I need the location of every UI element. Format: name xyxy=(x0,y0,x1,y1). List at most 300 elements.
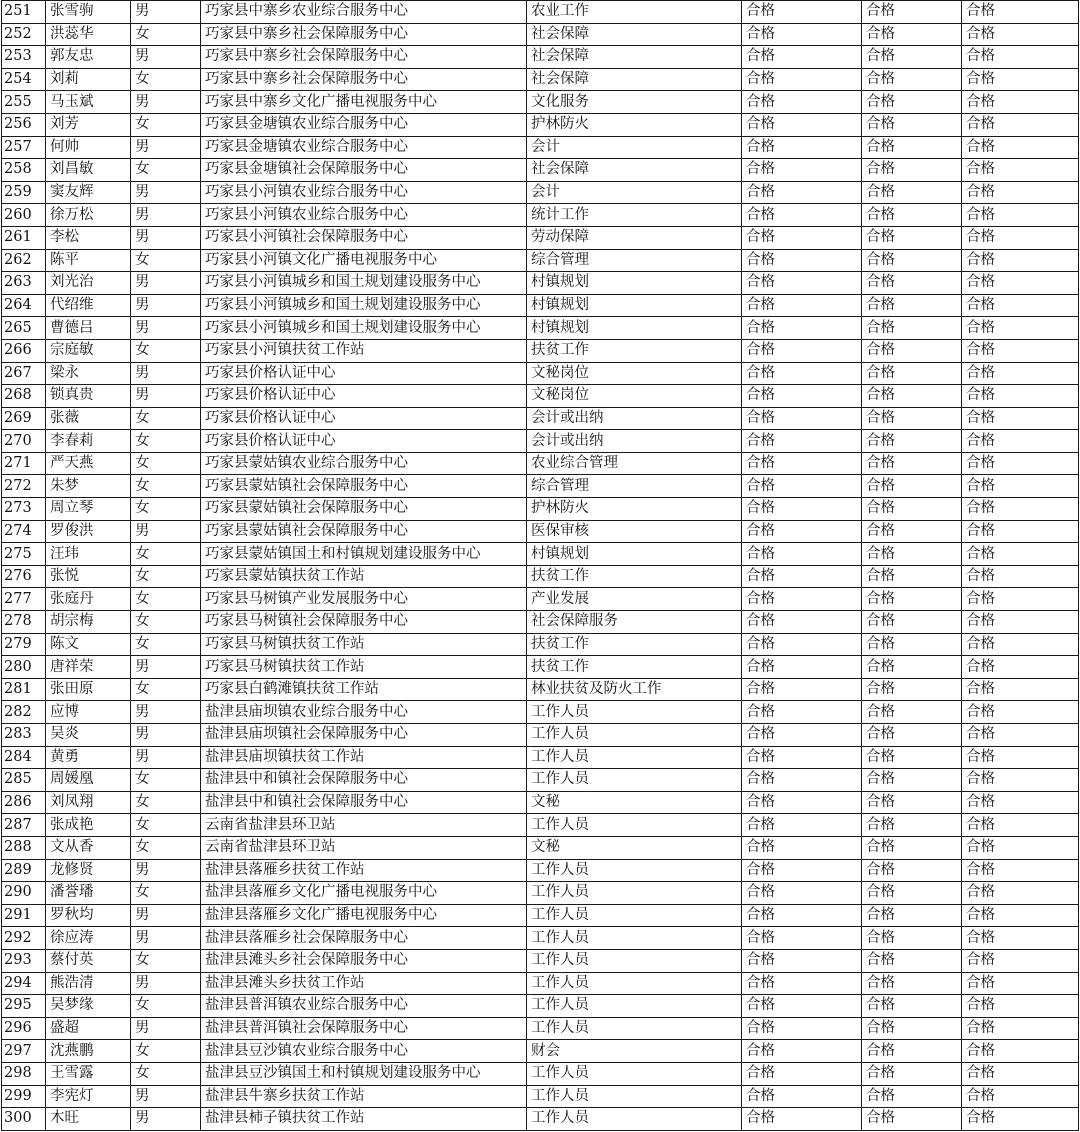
name-cell: 窦友辉 xyxy=(46,181,131,204)
check-result-2-cell: 合格 xyxy=(862,904,962,927)
table-row xyxy=(2,904,1079,927)
check-result-1-cell: 合格 xyxy=(742,23,862,46)
check-result-2-cell: 合格 xyxy=(862,294,962,317)
table-row xyxy=(2,814,1079,837)
row-number-cell: 263 xyxy=(2,272,46,295)
name-cell: 吴梦缘 xyxy=(46,995,131,1018)
check-result-3-cell: 合格 xyxy=(962,1040,1079,1063)
check-result-1-cell: 合格 xyxy=(742,791,862,814)
name-cell: 吴炎 xyxy=(46,724,131,747)
position-cell: 工作人员 xyxy=(527,814,742,837)
check-result-3-cell: 合格 xyxy=(962,588,1079,611)
check-result-2-cell: 合格 xyxy=(862,204,962,227)
position-cell: 扶贫工作 xyxy=(527,633,742,656)
gender-cell: 男 xyxy=(131,859,201,882)
check-result-1-cell: 合格 xyxy=(742,543,862,566)
gender-cell: 女 xyxy=(131,565,201,588)
table-row xyxy=(2,836,1079,859)
check-result-3-cell: 合格 xyxy=(962,836,1079,859)
check-result-1-cell: 合格 xyxy=(742,520,862,543)
position-cell: 社会保障 xyxy=(527,46,742,69)
position-cell: 农业工作 xyxy=(527,1,742,24)
unit-cell: 云南省盐津县环卫站 xyxy=(201,836,527,859)
table-row xyxy=(2,362,1079,385)
position-cell: 村镇规划 xyxy=(527,272,742,295)
check-result-2-cell: 合格 xyxy=(862,701,962,724)
gender-cell: 男 xyxy=(131,46,201,69)
check-result-1-cell: 合格 xyxy=(742,724,862,747)
position-cell: 工作人员 xyxy=(527,701,742,724)
check-result-1-cell: 合格 xyxy=(742,769,862,792)
check-result-2-cell: 合格 xyxy=(862,678,962,701)
table-row xyxy=(2,927,1079,950)
check-result-3-cell: 合格 xyxy=(962,159,1079,182)
check-result-3-cell: 合格 xyxy=(962,972,1079,995)
position-cell: 劳动保障 xyxy=(527,226,742,249)
check-result-2-cell: 合格 xyxy=(862,995,962,1018)
check-result-2-cell: 合格 xyxy=(862,1062,962,1085)
check-result-2-cell: 合格 xyxy=(862,588,962,611)
check-result-3-cell: 合格 xyxy=(962,113,1079,136)
table-row xyxy=(2,724,1079,747)
check-result-3-cell: 合格 xyxy=(962,204,1079,227)
check-result-1-cell: 合格 xyxy=(742,972,862,995)
position-cell: 村镇规划 xyxy=(527,294,742,317)
check-result-3-cell: 合格 xyxy=(962,520,1079,543)
check-result-2-cell: 合格 xyxy=(862,249,962,272)
check-result-2-cell: 合格 xyxy=(862,633,962,656)
gender-cell: 女 xyxy=(131,949,201,972)
name-cell: 严天燕 xyxy=(46,452,131,475)
check-result-2-cell: 合格 xyxy=(862,430,962,453)
row-number-cell: 300 xyxy=(2,1108,46,1131)
row-number-cell: 287 xyxy=(2,814,46,837)
check-result-2-cell: 合格 xyxy=(862,1,962,24)
position-cell: 工作人员 xyxy=(527,746,742,769)
check-result-3-cell: 合格 xyxy=(962,136,1079,159)
unit-cell: 巧家县中寨乡社会保障服务中心 xyxy=(201,68,527,91)
table-row xyxy=(2,633,1079,656)
check-result-3-cell: 合格 xyxy=(962,452,1079,475)
position-cell: 文秘岗位 xyxy=(527,362,742,385)
gender-cell: 女 xyxy=(131,678,201,701)
position-cell: 工作人员 xyxy=(527,859,742,882)
table-row xyxy=(2,791,1079,814)
row-number-cell: 272 xyxy=(2,475,46,498)
table-row xyxy=(2,565,1079,588)
table-row xyxy=(2,430,1079,453)
unit-cell: 盐津县豆沙镇国土和村镇规划建设服务中心 xyxy=(201,1062,527,1085)
name-cell: 锁真贵 xyxy=(46,385,131,408)
roster-table xyxy=(1,0,1079,1131)
gender-cell: 女 xyxy=(131,791,201,814)
check-result-3-cell: 合格 xyxy=(962,724,1079,747)
check-result-3-cell: 合格 xyxy=(962,430,1079,453)
row-number-cell: 293 xyxy=(2,949,46,972)
check-result-2-cell: 合格 xyxy=(862,882,962,905)
unit-cell: 巧家县蒙姑镇社会保障服务中心 xyxy=(201,498,527,521)
name-cell: 代绍维 xyxy=(46,294,131,317)
unit-cell: 巧家县白鹤滩镇扶贫工作站 xyxy=(201,678,527,701)
unit-cell: 巧家县小河镇社会保障服务中心 xyxy=(201,226,527,249)
unit-cell: 巧家县蒙姑镇社会保障服务中心 xyxy=(201,475,527,498)
name-cell: 潘誉璠 xyxy=(46,882,131,905)
gender-cell: 女 xyxy=(131,995,201,1018)
unit-cell: 盐津县庙坝镇社会保障服务中心 xyxy=(201,724,527,747)
gender-cell: 男 xyxy=(131,181,201,204)
table-row xyxy=(2,339,1079,362)
unit-cell: 巧家县马树镇扶贫工作站 xyxy=(201,633,527,656)
check-result-2-cell: 合格 xyxy=(862,317,962,340)
name-cell: 刘凤翔 xyxy=(46,791,131,814)
check-result-2-cell: 合格 xyxy=(862,814,962,837)
check-result-3-cell: 合格 xyxy=(962,565,1079,588)
position-cell: 会计 xyxy=(527,181,742,204)
row-number-cell: 268 xyxy=(2,385,46,408)
check-result-2-cell: 合格 xyxy=(862,339,962,362)
table-row xyxy=(2,204,1079,227)
gender-cell: 女 xyxy=(131,498,201,521)
table-row xyxy=(2,181,1079,204)
row-number-cell: 280 xyxy=(2,656,46,679)
table-row xyxy=(2,520,1079,543)
unit-cell: 盐津县滩头乡扶贫工作站 xyxy=(201,972,527,995)
check-result-2-cell: 合格 xyxy=(862,91,962,114)
check-result-3-cell: 合格 xyxy=(962,791,1079,814)
check-result-1-cell: 合格 xyxy=(742,204,862,227)
row-number-cell: 290 xyxy=(2,882,46,905)
check-result-3-cell: 合格 xyxy=(962,226,1079,249)
table-row xyxy=(2,746,1079,769)
check-result-3-cell: 合格 xyxy=(962,294,1079,317)
check-result-3-cell: 合格 xyxy=(962,475,1079,498)
position-cell: 工作人员 xyxy=(527,882,742,905)
unit-cell: 巧家县马树镇扶贫工作站 xyxy=(201,656,527,679)
name-cell: 盛超 xyxy=(46,1017,131,1040)
row-number-cell: 288 xyxy=(2,836,46,859)
unit-cell: 巧家县马树镇社会保障服务中心 xyxy=(201,611,527,634)
check-result-1-cell: 合格 xyxy=(742,1062,862,1085)
gender-cell: 男 xyxy=(131,317,201,340)
position-cell: 财会 xyxy=(527,1040,742,1063)
check-result-3-cell: 合格 xyxy=(962,927,1079,950)
check-result-2-cell: 合格 xyxy=(862,836,962,859)
table-row xyxy=(2,68,1079,91)
name-cell: 蔡付英 xyxy=(46,949,131,972)
check-result-1-cell: 合格 xyxy=(742,814,862,837)
table-row xyxy=(2,995,1079,1018)
position-cell: 工作人员 xyxy=(527,1085,742,1108)
check-result-3-cell: 合格 xyxy=(962,91,1079,114)
check-result-2-cell: 合格 xyxy=(862,498,962,521)
row-number-cell: 291 xyxy=(2,904,46,927)
check-result-3-cell: 合格 xyxy=(962,995,1079,1018)
row-number-cell: 283 xyxy=(2,724,46,747)
gender-cell: 男 xyxy=(131,1017,201,1040)
check-result-2-cell: 合格 xyxy=(862,769,962,792)
check-result-3-cell: 合格 xyxy=(962,272,1079,295)
check-result-2-cell: 合格 xyxy=(862,23,962,46)
name-cell: 张薇 xyxy=(46,407,131,430)
row-number-cell: 292 xyxy=(2,927,46,950)
name-cell: 唐祥荣 xyxy=(46,656,131,679)
position-cell: 护林防火 xyxy=(527,113,742,136)
check-result-1-cell: 合格 xyxy=(742,249,862,272)
gender-cell: 女 xyxy=(131,1062,201,1085)
unit-cell: 盐津县普洱镇社会保障服务中心 xyxy=(201,1017,527,1040)
check-result-2-cell: 合格 xyxy=(862,68,962,91)
check-result-1-cell: 合格 xyxy=(742,701,862,724)
position-cell: 村镇规划 xyxy=(527,543,742,566)
check-result-1-cell: 合格 xyxy=(742,113,862,136)
check-result-3-cell: 合格 xyxy=(962,68,1079,91)
position-cell: 综合管理 xyxy=(527,249,742,272)
gender-cell: 女 xyxy=(131,814,201,837)
check-result-1-cell: 合格 xyxy=(742,136,862,159)
check-result-3-cell: 合格 xyxy=(962,746,1079,769)
gender-cell: 女 xyxy=(131,543,201,566)
check-result-1-cell: 合格 xyxy=(742,588,862,611)
unit-cell: 盐津县落雁乡文化广播电视服务中心 xyxy=(201,904,527,927)
check-result-3-cell: 合格 xyxy=(962,1108,1079,1131)
name-cell: 王雪露 xyxy=(46,1062,131,1085)
row-number-cell: 264 xyxy=(2,294,46,317)
check-result-2-cell: 合格 xyxy=(862,949,962,972)
position-cell: 文秘岗位 xyxy=(527,385,742,408)
check-result-1-cell: 合格 xyxy=(742,836,862,859)
table-row xyxy=(2,113,1079,136)
position-cell: 林业扶贫及防火工作 xyxy=(527,678,742,701)
gender-cell: 女 xyxy=(131,68,201,91)
name-cell: 张成艳 xyxy=(46,814,131,837)
name-cell: 汪玮 xyxy=(46,543,131,566)
unit-cell: 巧家县中寨乡社会保障服务中心 xyxy=(201,23,527,46)
name-cell: 郭友忠 xyxy=(46,46,131,69)
row-number-cell: 297 xyxy=(2,1040,46,1063)
check-result-1-cell: 合格 xyxy=(742,882,862,905)
name-cell: 文从香 xyxy=(46,836,131,859)
name-cell: 张悦 xyxy=(46,565,131,588)
unit-cell: 巧家县金塘镇社会保障服务中心 xyxy=(201,159,527,182)
position-cell: 综合管理 xyxy=(527,475,742,498)
row-number-cell: 285 xyxy=(2,769,46,792)
table-row xyxy=(2,317,1079,340)
gender-cell: 男 xyxy=(131,136,201,159)
gender-cell: 男 xyxy=(131,294,201,317)
row-number-cell: 289 xyxy=(2,859,46,882)
check-result-3-cell: 合格 xyxy=(962,249,1079,272)
row-number-cell: 259 xyxy=(2,181,46,204)
name-cell: 黄勇 xyxy=(46,746,131,769)
name-cell: 周立琴 xyxy=(46,498,131,521)
row-number-cell: 252 xyxy=(2,23,46,46)
check-result-2-cell: 合格 xyxy=(862,181,962,204)
check-result-3-cell: 合格 xyxy=(962,633,1079,656)
table-row xyxy=(2,226,1079,249)
table-row xyxy=(2,1062,1079,1085)
position-cell: 统计工作 xyxy=(527,204,742,227)
position-cell: 文秘 xyxy=(527,836,742,859)
position-cell: 扶贫工作 xyxy=(527,339,742,362)
gender-cell: 女 xyxy=(131,588,201,611)
gender-cell: 男 xyxy=(131,724,201,747)
table-row xyxy=(2,769,1079,792)
table-row xyxy=(2,656,1079,679)
row-number-cell: 258 xyxy=(2,159,46,182)
gender-cell: 男 xyxy=(131,520,201,543)
table-row xyxy=(2,859,1079,882)
check-result-2-cell: 合格 xyxy=(862,226,962,249)
gender-cell: 男 xyxy=(131,91,201,114)
check-result-2-cell: 合格 xyxy=(862,385,962,408)
check-result-2-cell: 合格 xyxy=(862,136,962,159)
gender-cell: 男 xyxy=(131,1085,201,1108)
position-cell: 工作人员 xyxy=(527,724,742,747)
check-result-1-cell: 合格 xyxy=(742,226,862,249)
check-result-2-cell: 合格 xyxy=(862,859,962,882)
check-result-1-cell: 合格 xyxy=(742,475,862,498)
name-cell: 陈平 xyxy=(46,249,131,272)
name-cell: 梁永 xyxy=(46,362,131,385)
check-result-3-cell: 合格 xyxy=(962,385,1079,408)
position-cell: 工作人员 xyxy=(527,769,742,792)
check-result-2-cell: 合格 xyxy=(862,1017,962,1040)
check-result-1-cell: 合格 xyxy=(742,91,862,114)
unit-cell: 云南省盐津县环卫站 xyxy=(201,814,527,837)
unit-cell: 盐津县中和镇社会保障服务中心 xyxy=(201,791,527,814)
table-row xyxy=(2,588,1079,611)
unit-cell: 巧家县中寨乡农业综合服务中心 xyxy=(201,1,527,24)
name-cell: 刘光治 xyxy=(46,272,131,295)
check-result-3-cell: 合格 xyxy=(962,1062,1079,1085)
position-cell: 扶贫工作 xyxy=(527,656,742,679)
name-cell: 沈燕鹏 xyxy=(46,1040,131,1063)
position-cell: 社会保障服务 xyxy=(527,611,742,634)
name-cell: 周媛凰 xyxy=(46,769,131,792)
table-row xyxy=(2,972,1079,995)
row-number-cell: 256 xyxy=(2,113,46,136)
check-result-2-cell: 合格 xyxy=(862,46,962,69)
position-cell: 工作人员 xyxy=(527,927,742,950)
name-cell: 罗秋均 xyxy=(46,904,131,927)
table-row xyxy=(2,475,1079,498)
position-cell: 工作人员 xyxy=(527,972,742,995)
name-cell: 洪蕊华 xyxy=(46,23,131,46)
row-number-cell: 286 xyxy=(2,791,46,814)
check-result-2-cell: 合格 xyxy=(862,113,962,136)
name-cell: 张庭丹 xyxy=(46,588,131,611)
name-cell: 马玉斌 xyxy=(46,91,131,114)
check-result-2-cell: 合格 xyxy=(862,520,962,543)
name-cell: 胡宗梅 xyxy=(46,611,131,634)
unit-cell: 巧家县蒙姑镇国土和村镇规划建设服务中心 xyxy=(201,543,527,566)
row-number-cell: 255 xyxy=(2,91,46,114)
check-result-1-cell: 合格 xyxy=(742,611,862,634)
row-number-cell: 275 xyxy=(2,543,46,566)
gender-cell: 女 xyxy=(131,430,201,453)
position-cell: 产业发展 xyxy=(527,588,742,611)
check-result-2-cell: 合格 xyxy=(862,407,962,430)
position-cell: 扶贫工作 xyxy=(527,565,742,588)
table-row xyxy=(2,385,1079,408)
table-row xyxy=(2,949,1079,972)
table-row xyxy=(2,249,1079,272)
table-row xyxy=(2,1085,1079,1108)
position-cell: 工作人员 xyxy=(527,995,742,1018)
name-cell: 曹德吕 xyxy=(46,317,131,340)
unit-cell: 巧家县小河镇城乡和国土规划建设服务中心 xyxy=(201,317,527,340)
check-result-2-cell: 合格 xyxy=(862,362,962,385)
check-result-1-cell: 合格 xyxy=(742,1017,862,1040)
unit-cell: 巧家县中寨乡社会保障服务中心 xyxy=(201,46,527,69)
table-row xyxy=(2,1040,1079,1063)
check-result-3-cell: 合格 xyxy=(962,678,1079,701)
check-result-1-cell: 合格 xyxy=(742,294,862,317)
row-number-cell: 261 xyxy=(2,226,46,249)
check-result-2-cell: 合格 xyxy=(862,1085,962,1108)
row-number-cell: 260 xyxy=(2,204,46,227)
table-row xyxy=(2,91,1079,114)
check-result-1-cell: 合格 xyxy=(742,565,862,588)
check-result-1-cell: 合格 xyxy=(742,46,862,69)
row-number-cell: 274 xyxy=(2,520,46,543)
check-result-3-cell: 合格 xyxy=(962,339,1079,362)
gender-cell: 女 xyxy=(131,452,201,475)
row-number-cell: 262 xyxy=(2,249,46,272)
row-number-cell: 295 xyxy=(2,995,46,1018)
unit-cell: 巧家县小河镇农业综合服务中心 xyxy=(201,204,527,227)
gender-cell: 女 xyxy=(131,339,201,362)
row-number-cell: 265 xyxy=(2,317,46,340)
check-result-1-cell: 合格 xyxy=(742,656,862,679)
check-result-1-cell: 合格 xyxy=(742,159,862,182)
check-result-3-cell: 合格 xyxy=(962,317,1079,340)
row-number-cell: 253 xyxy=(2,46,46,69)
check-result-2-cell: 合格 xyxy=(862,746,962,769)
check-result-3-cell: 合格 xyxy=(962,701,1079,724)
position-cell: 社会保障 xyxy=(527,159,742,182)
position-cell: 文化服务 xyxy=(527,91,742,114)
check-result-1-cell: 合格 xyxy=(742,317,862,340)
table-row xyxy=(2,882,1079,905)
check-result-1-cell: 合格 xyxy=(742,498,862,521)
position-cell: 会计或出纳 xyxy=(527,430,742,453)
unit-cell: 盐津县落雁乡社会保障服务中心 xyxy=(201,927,527,950)
gender-cell: 女 xyxy=(131,475,201,498)
check-result-1-cell: 合格 xyxy=(742,995,862,1018)
check-result-1-cell: 合格 xyxy=(742,430,862,453)
unit-cell: 巧家县价格认证中心 xyxy=(201,430,527,453)
check-result-2-cell: 合格 xyxy=(862,611,962,634)
row-number-cell: 284 xyxy=(2,746,46,769)
unit-cell: 盐津县庙坝镇扶贫工作站 xyxy=(201,746,527,769)
table-row xyxy=(2,1017,1079,1040)
check-result-1-cell: 合格 xyxy=(742,678,862,701)
check-result-3-cell: 合格 xyxy=(962,1,1079,24)
position-cell: 农业综合管理 xyxy=(527,452,742,475)
check-result-1-cell: 合格 xyxy=(742,272,862,295)
check-result-3-cell: 合格 xyxy=(962,498,1079,521)
check-result-2-cell: 合格 xyxy=(862,543,962,566)
check-result-3-cell: 合格 xyxy=(962,769,1079,792)
gender-cell: 女 xyxy=(131,249,201,272)
position-cell: 工作人员 xyxy=(527,949,742,972)
row-number-cell: 267 xyxy=(2,362,46,385)
unit-cell: 巧家县金塘镇农业综合服务中心 xyxy=(201,136,527,159)
check-result-2-cell: 合格 xyxy=(862,791,962,814)
gender-cell: 男 xyxy=(131,656,201,679)
gender-cell: 女 xyxy=(131,159,201,182)
